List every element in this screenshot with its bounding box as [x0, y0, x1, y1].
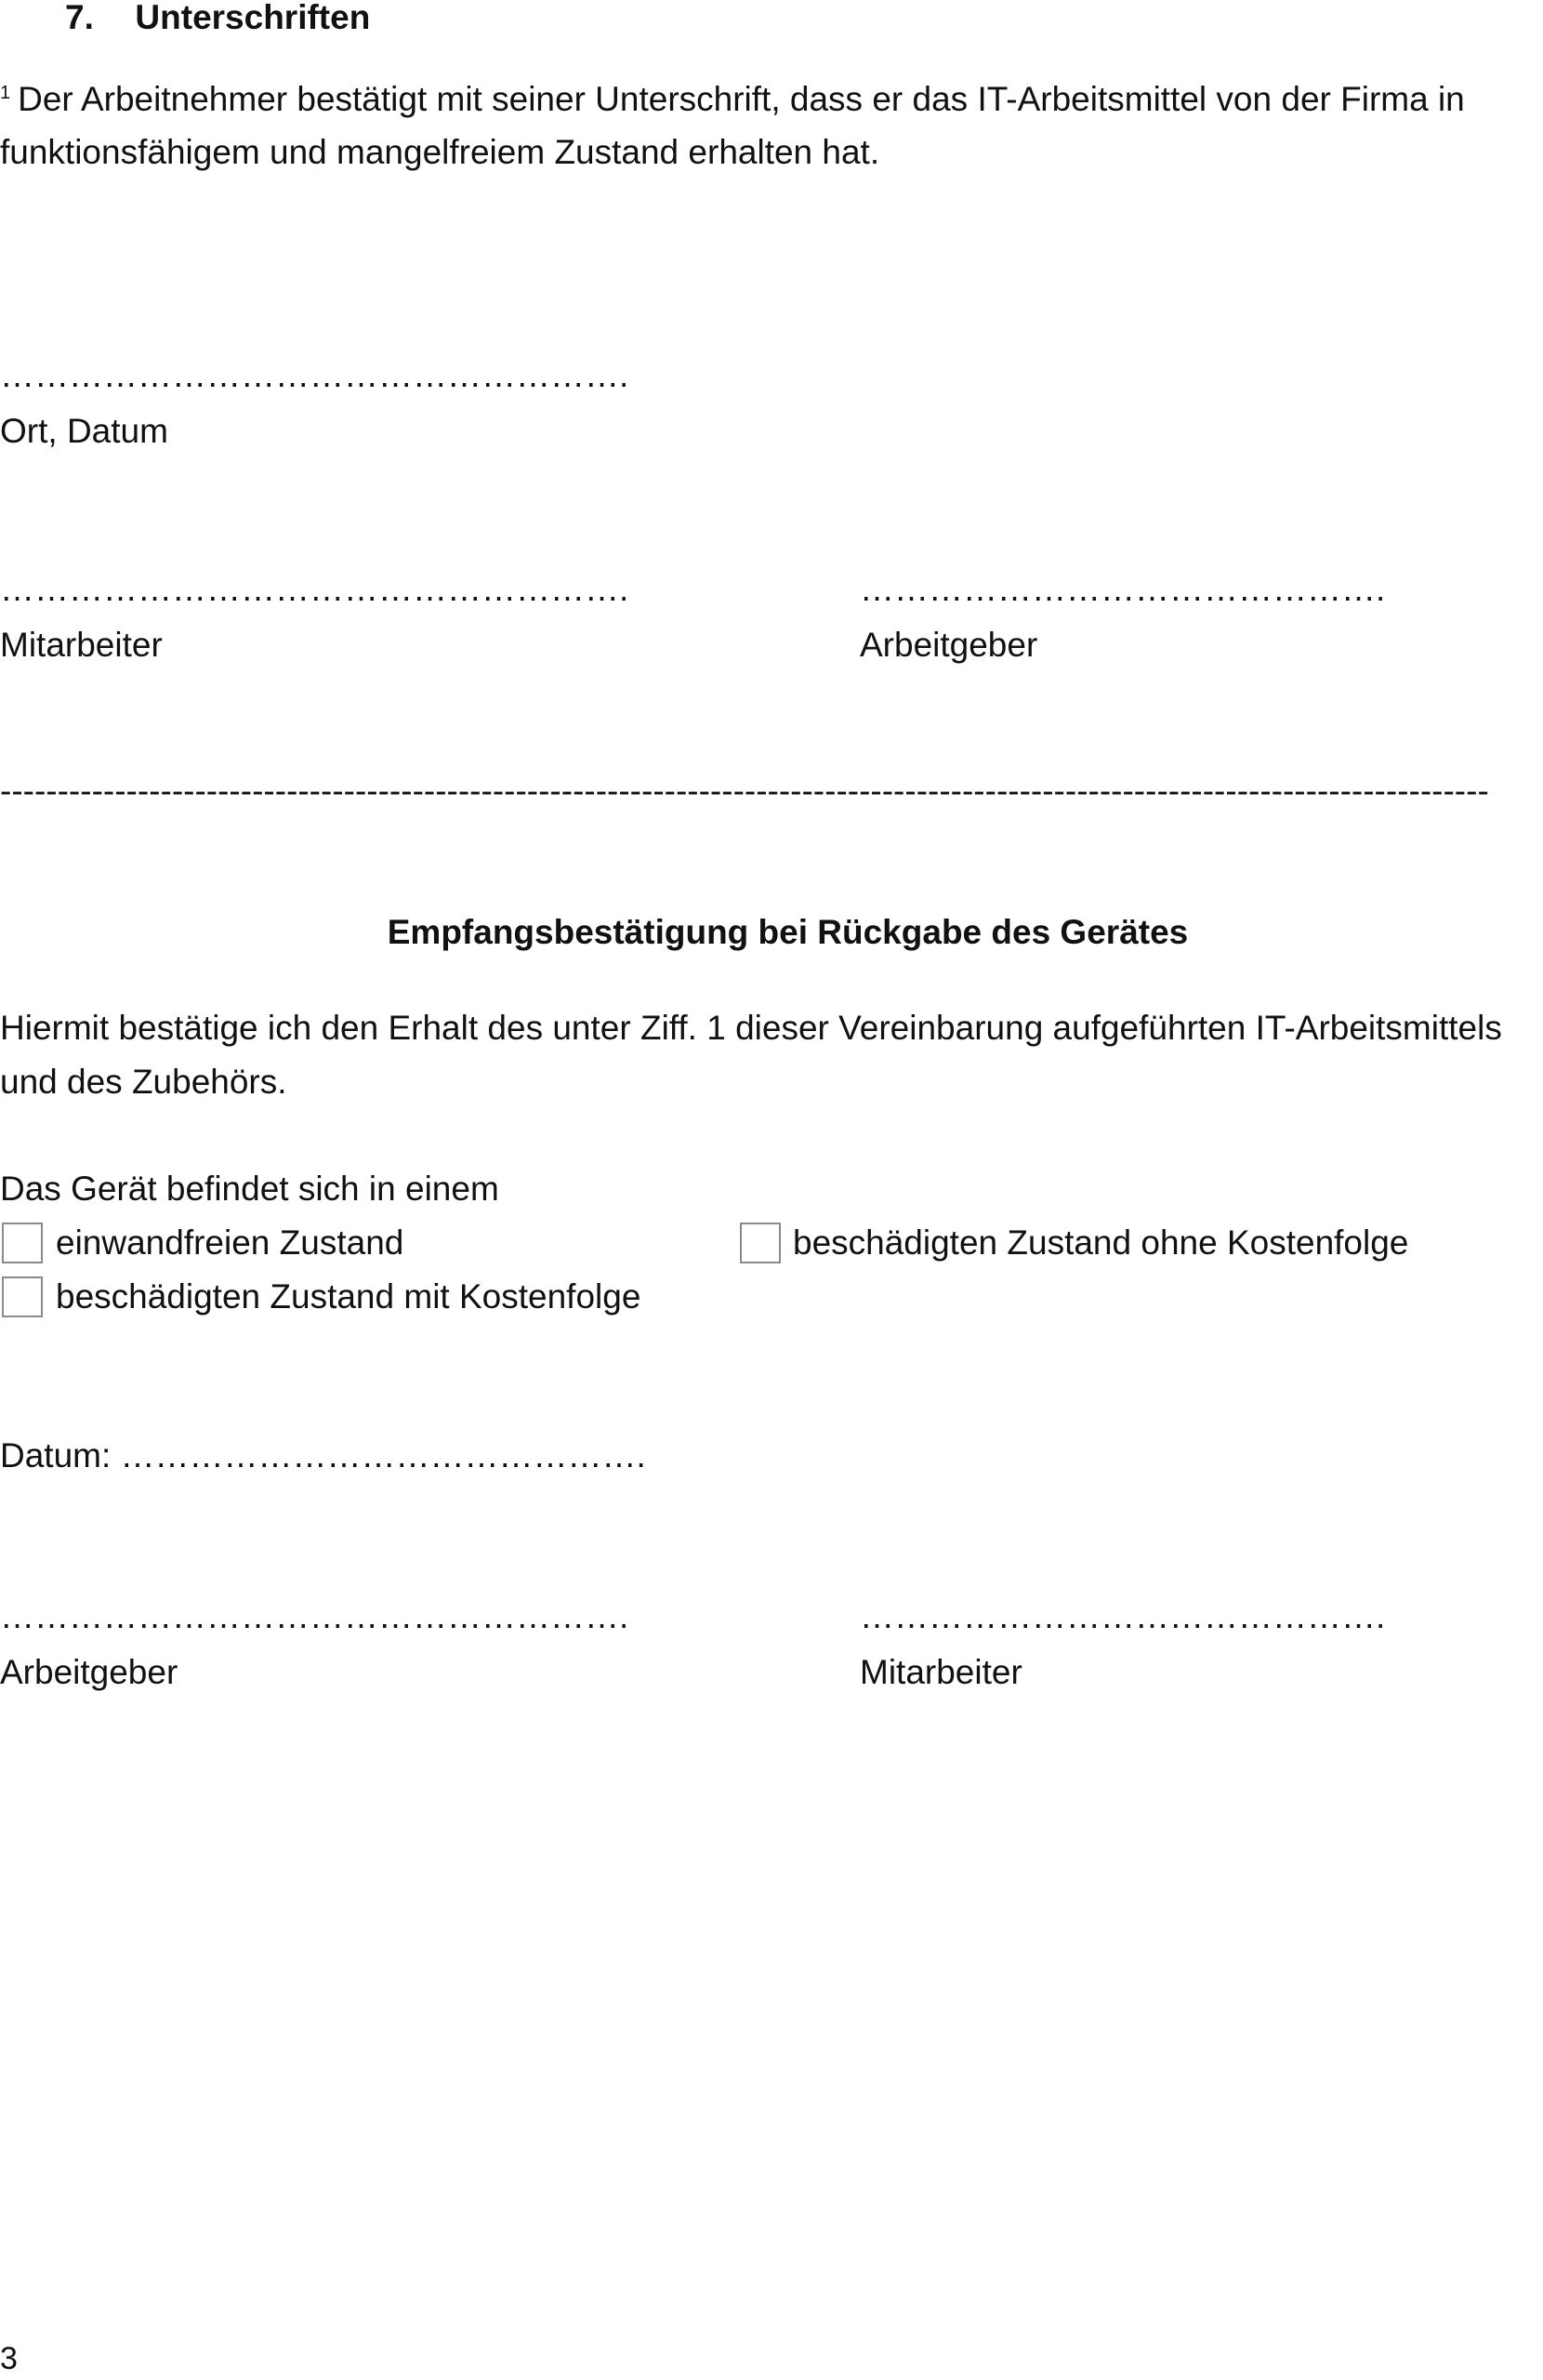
page-number: 3 — [0, 2341, 18, 2376]
section-number: 7. — [65, 0, 94, 36]
receipt-employer-label: Arbeitgeber — [0, 1653, 178, 1691]
receipt-title: Empfangsbestätigung bei Rückgabe des Gerätes — [387, 913, 1189, 951]
employee-signature-dots: ………………………………………………. — [0, 570, 629, 608]
receipt-text-line-2: und des Zubehörs. — [0, 1063, 287, 1101]
checkbox-damaged-no-cost[interactable] — [740, 1223, 781, 1263]
option-damaged-cost-label: beschädigten Zustand mit Kostenfolge — [56, 1277, 641, 1316]
place-date-label: Ort, Datum — [0, 412, 168, 450]
option-flawless-label: einwandfreien Zustand — [56, 1223, 404, 1262]
condition-intro: Das Gerät befindet sich in einem — [0, 1170, 499, 1208]
section-title: Unterschriften — [135, 0, 371, 36]
employer-signature-dots: ………………………………………. — [860, 570, 1386, 608]
footnote-superscript: 1 — [0, 82, 11, 103]
checkbox-flawless[interactable] — [2, 1223, 43, 1263]
checkbox-damaged-cost[interactable] — [2, 1276, 43, 1317]
employer-signature-label: Arbeitgeber — [860, 626, 1038, 664]
intro-line-2: funktionsfähigem und mangelfreiem Zustand erhalten hat. — [0, 133, 880, 171]
dashed-separator: ---------------------------------------------------------------------------------------------------------------------------------- — [0, 772, 1489, 810]
receipt-employee-label: Mitarbeiter — [860, 1653, 1022, 1691]
receipt-employer-dots: ………………………………………………. — [0, 1597, 629, 1635]
receipt-date: Datum: ………………………………………. — [0, 1436, 646, 1474]
option-damaged-no-cost-label: beschädigten Zustand ohne Kostenfolge — [793, 1223, 1409, 1262]
receipt-employee-dots: ………………………………………. — [860, 1597, 1386, 1635]
intro-line-1: $^1$ Der Arbeitnehmer bestätigt mit seiner Unterschrift, dass er das IT-Arbeitsmittel von der Firma in — [0, 80, 1465, 118]
receipt-text-line-1: Hiermit bestätige ich den Erhalt des unter Ziff. 1 dieser Vereinbarung aufgeführten IT-Arbeitsmittels — [0, 1009, 1502, 1047]
employee-signature-label: Mitarbeiter — [0, 626, 163, 664]
section-heading — [65, 0, 370, 37]
place-date-dots: ………………………………………………. — [0, 356, 629, 394]
